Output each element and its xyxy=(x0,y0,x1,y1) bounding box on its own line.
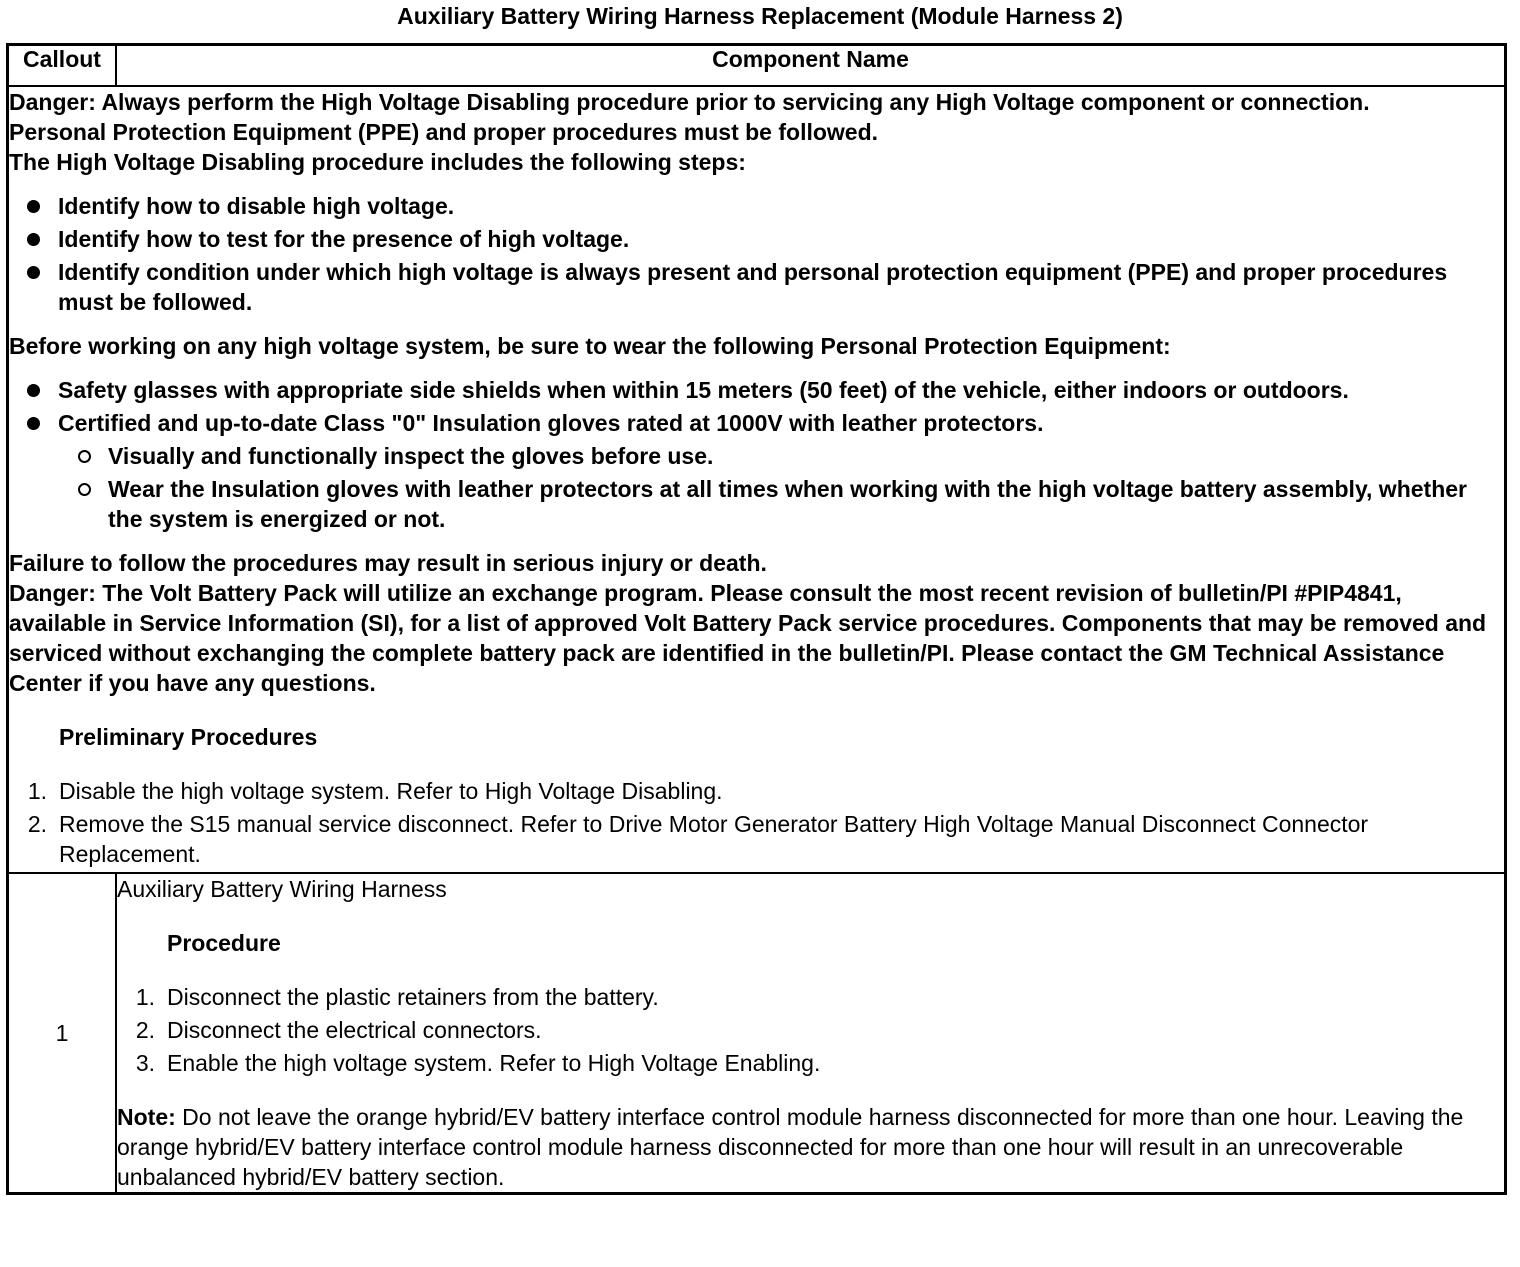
bullet-icon xyxy=(27,200,40,213)
danger-line: The High Voltage Disabling procedure includes the following steps: xyxy=(9,149,746,175)
intro-cell xyxy=(8,86,1506,873)
bullet-icon xyxy=(27,384,40,397)
note-text: Do not leave the orange hybrid/EV battery interface control module harness disconnected for more than one hour. Leaving the orange hybrid/EV battery interface control module harness disconnected for more than one hour will result in an unrecoverable unbalanced hybrid/EV battery section. xyxy=(117,1104,1464,1190)
table-row xyxy=(8,873,1506,1194)
component-table xyxy=(6,43,1507,1195)
failure-warning: Failure to follow the procedures may result in serious injury or death. xyxy=(9,550,767,576)
bullet-icon xyxy=(27,417,40,430)
preliminary-steps xyxy=(9,776,1504,869)
preliminary-heading: Preliminary Procedures xyxy=(59,724,318,750)
list-item-text: Identify condition under which high voltage is always present and personal protection equipment (PPE) and proper procedures must be followed. xyxy=(58,259,1448,315)
list-item xyxy=(9,809,1504,869)
list-item xyxy=(117,1015,1504,1045)
danger-line: Danger: Always perform the High Voltage Disabling procedure prior to servicing any High Voltage component or connection. xyxy=(9,89,1370,115)
list-item-text: Certified and up-to-date Class "0" Insulation gloves rated at 1000V with leather protectors. xyxy=(58,410,1044,436)
step-text: Disconnect the plastic retainers from the battery. xyxy=(167,984,659,1010)
ppe-intro: Before working on any high voltage system, be sure to wear the following Personal Protection Equipment: xyxy=(9,333,1171,359)
table-header-row xyxy=(8,45,1506,87)
list-item xyxy=(9,375,1504,405)
list-item xyxy=(9,408,1504,534)
list-item-text: Wear the Insulation gloves with leather protectors at all times when working with the high voltage battery assembly, whether the system is energized or not. xyxy=(108,476,1467,532)
procedure-heading: Procedure xyxy=(167,930,281,956)
component-cell xyxy=(116,873,1506,1194)
list-item xyxy=(9,776,1504,806)
procedure-steps xyxy=(117,982,1504,1078)
list-item xyxy=(58,441,1504,471)
step-text: Disable the high voltage system. Refer to High Voltage Disabling. xyxy=(59,778,723,804)
circle-bullet-icon xyxy=(78,483,91,496)
list-item xyxy=(9,224,1504,254)
list-item xyxy=(58,474,1504,534)
component-name: Auxiliary Battery Wiring Harness xyxy=(117,876,447,902)
ppe-list xyxy=(9,375,1504,534)
list-item xyxy=(9,257,1504,317)
danger-notice-1 xyxy=(9,87,1504,177)
step-number: 2. xyxy=(27,811,47,837)
circle-bullet-icon xyxy=(78,450,91,463)
step-number: 3. xyxy=(135,1050,155,1076)
list-item xyxy=(117,982,1504,1012)
step-number: 2. xyxy=(135,1017,155,1043)
list-item xyxy=(117,1048,1504,1078)
bullet-icon xyxy=(27,266,40,279)
step-number: 1. xyxy=(27,778,47,804)
list-item xyxy=(9,191,1504,221)
page-title: Auxiliary Battery Wiring Harness Replacement (Module Harness 2) xyxy=(397,3,1123,29)
header-callout: Callout xyxy=(8,45,117,87)
list-item-text: Identify how to test for the presence of high voltage. xyxy=(58,226,630,252)
danger-line: Personal Protection Equipment (PPE) and proper procedures must be followed. xyxy=(9,119,879,145)
danger-notice-2: Danger: The Volt Battery Pack will utilize an exchange program. Please consult the most recent revision of bulletin/PI #PIP4841, available in Service Information (SI), for a list of approved Volt Battery Pack service procedures. Components that may be removed and serviced without exchanging the complete battery pack are identified in the bulletin/PI. Please contact the GM Technical Assistance Center if you have any questions. xyxy=(9,580,1487,696)
step-text: Disconnect the electrical connectors. xyxy=(167,1017,542,1043)
header-component-name: Component Name xyxy=(116,45,1506,87)
hv-steps-list xyxy=(9,191,1504,317)
bullet-icon xyxy=(27,233,40,246)
glove-sublist xyxy=(58,441,1504,534)
note xyxy=(117,1102,1504,1192)
list-item-text: Visually and functionally inspect the gloves before use. xyxy=(108,443,714,469)
list-item-text: Identify how to disable high voltage. xyxy=(58,193,455,219)
step-text: Enable the high voltage system. Refer to High Voltage Enabling. xyxy=(167,1050,821,1076)
note-label: Note: xyxy=(117,1104,176,1130)
step-number: 1. xyxy=(135,984,155,1010)
intro-row xyxy=(8,86,1506,873)
callout-number: 1 xyxy=(8,873,117,1194)
step-text: Remove the S15 manual service disconnect. Refer to Drive Motor Generator Battery High Voltage Manual Disconnect Connector Replacement. xyxy=(59,811,1369,867)
list-item-text: Safety glasses with appropriate side shields when within 15 meters (50 feet) of the vehicle, either indoors or outdoors. xyxy=(58,377,1349,403)
